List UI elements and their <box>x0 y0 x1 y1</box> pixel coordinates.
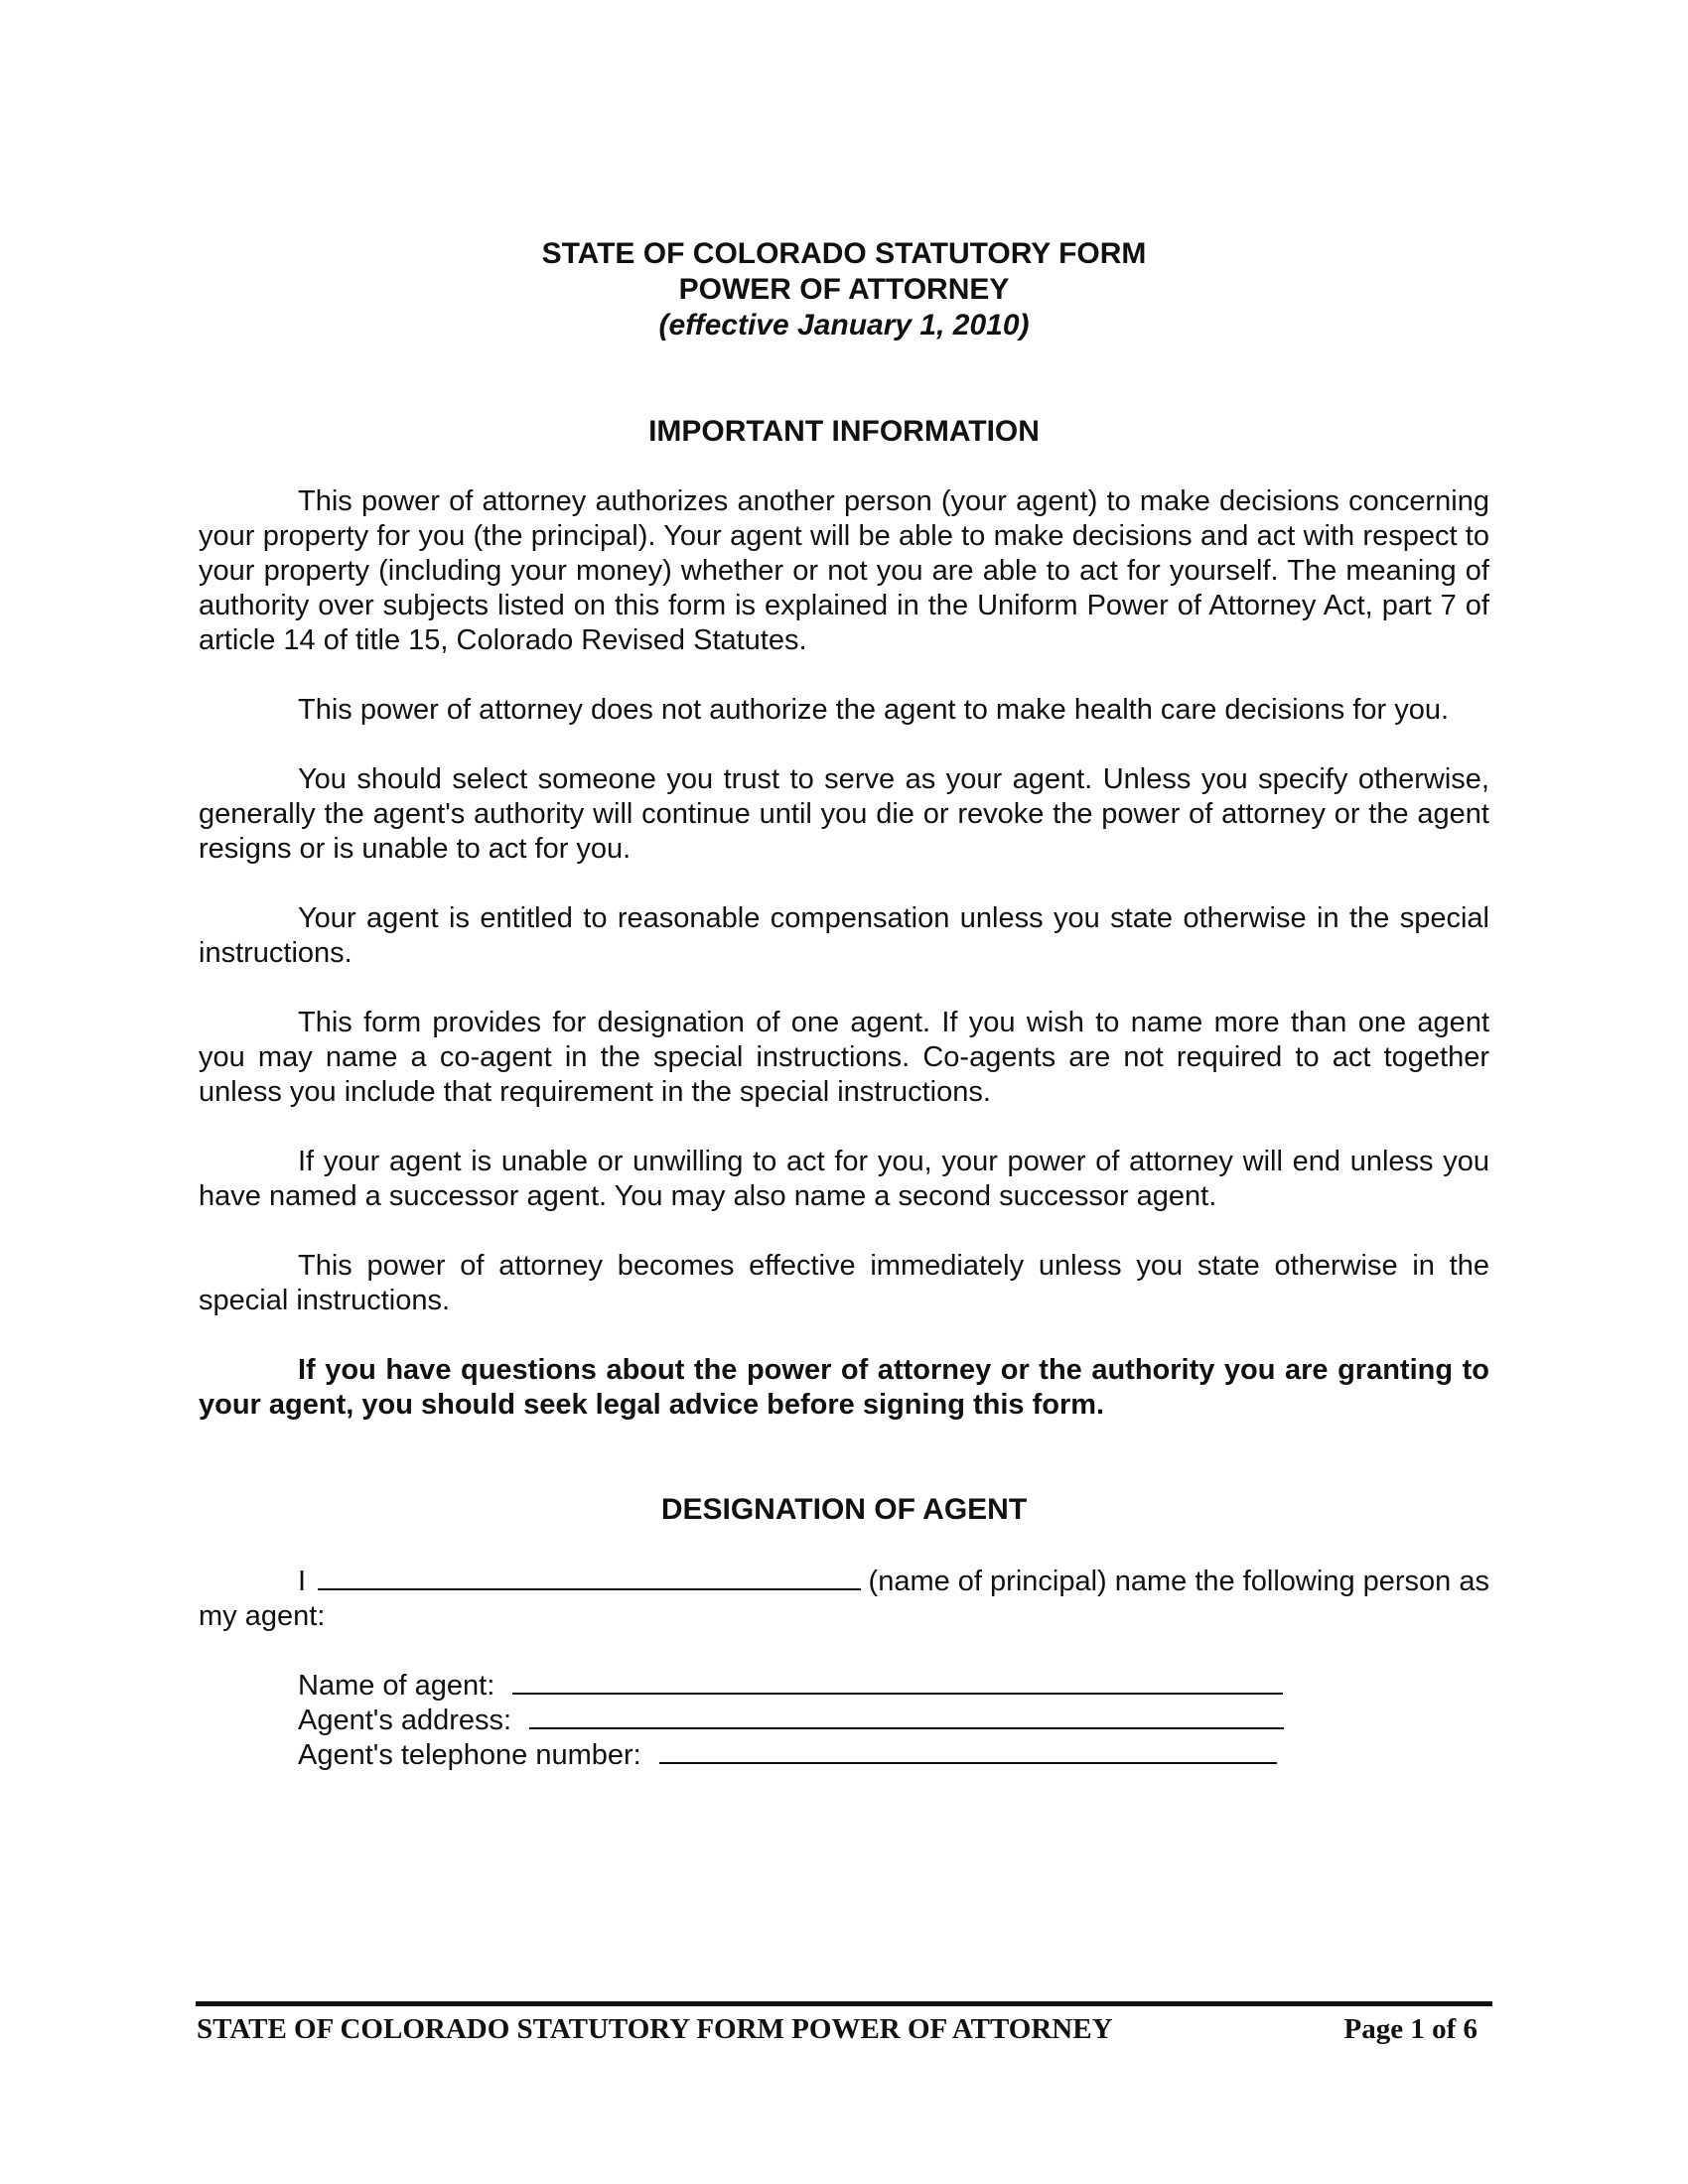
principal-i-label: I <box>298 1566 307 1597</box>
agent-address-row <box>298 1702 1284 1738</box>
designation-heading: DESIGNATION OF AGENT <box>660 1493 1028 1526</box>
paragraph-successor-agent: If your agent is unable or unwilling to act for you, your power of attorney will end unless you have named a successor agent. You may also name a second successor agent. <box>199 1146 1489 1212</box>
form-title-line2: POWER OF ATTORNEY <box>678 273 1010 306</box>
effective-date: (effective January 1, 2010) <box>658 309 1030 341</box>
paragraph-health-care: This power of attorney does not authorize the agent to make health care decisions for you. <box>298 694 1450 726</box>
agent-address-field[interactable] <box>529 1702 1284 1729</box>
agent-name-label: Name of agent: <box>298 1670 495 1702</box>
principal-continuation: my agent: <box>199 1600 326 1632</box>
agent-address-label: Agent's address: <box>298 1705 512 1736</box>
principal-name-row <box>199 1563 1489 1634</box>
footer-page-number: Page 1 of 6 <box>1343 2013 1477 2045</box>
paragraph-legal-advice: If you have questions about the power of attorney or the authority you are granting to your agent, you should seek legal advice before signing this form. <box>199 1354 1489 1421</box>
footer-title: STATE OF COLORADO STATUTORY FORM POWER OF ATTORNEY <box>197 2013 1113 2045</box>
agent-phone-field[interactable] <box>659 1736 1277 1764</box>
principal-name-field[interactable] <box>318 1563 860 1590</box>
agent-name-field[interactable] <box>512 1667 1283 1695</box>
paragraph-compensation: Your agent is entitled to reasonable compensation unless you state otherwise in the special instructions. <box>199 902 1489 969</box>
form-title-line1: STATE OF COLORADO STATUTORY FORM <box>541 237 1147 270</box>
important-information-heading: IMPORTANT INFORMATION <box>648 415 1040 448</box>
footer-rule <box>196 2001 1492 2006</box>
agent-phone-row <box>298 1736 1277 1773</box>
paragraph-select-agent: You should select someone you trust to serve as your agent. Unless you specify otherwise, generally the agent's authority will continue until you die or revoke the power of attorney or the agent resigns or is unable to act for you. <box>199 763 1489 865</box>
agent-name-row <box>298 1667 1283 1704</box>
paragraph-authorization: This power of attorney authorizes another person (your agent) to make decisions concerning your property for you (the principal). Your agent will be able to make decisions and act with respect to your property (including your money) whether or not you are able to act for yourself. The meaning of authority over subjects listed on this form is explained in the Uniform Power of Attorney Act, part 7 of article 14 of title 15, Colorado Revised Statutes. <box>199 485 1489 656</box>
document-page <box>199 0 1489 2184</box>
agent-phone-label: Agent's telephone number: <box>298 1739 641 1771</box>
principal-suffix-label: (name of principal) name the following person as <box>868 1566 1489 1597</box>
paragraph-effective: This power of attorney becomes effective immediately unless you state otherwise in the special instructions. <box>199 1250 1489 1316</box>
paragraph-co-agent: This form provides for designation of one agent. If you wish to name more than one agent you may name a co-agent in the special instructions. Co-agents are not required to act together unless you include that requirement in the special instructions. <box>199 1007 1489 1108</box>
